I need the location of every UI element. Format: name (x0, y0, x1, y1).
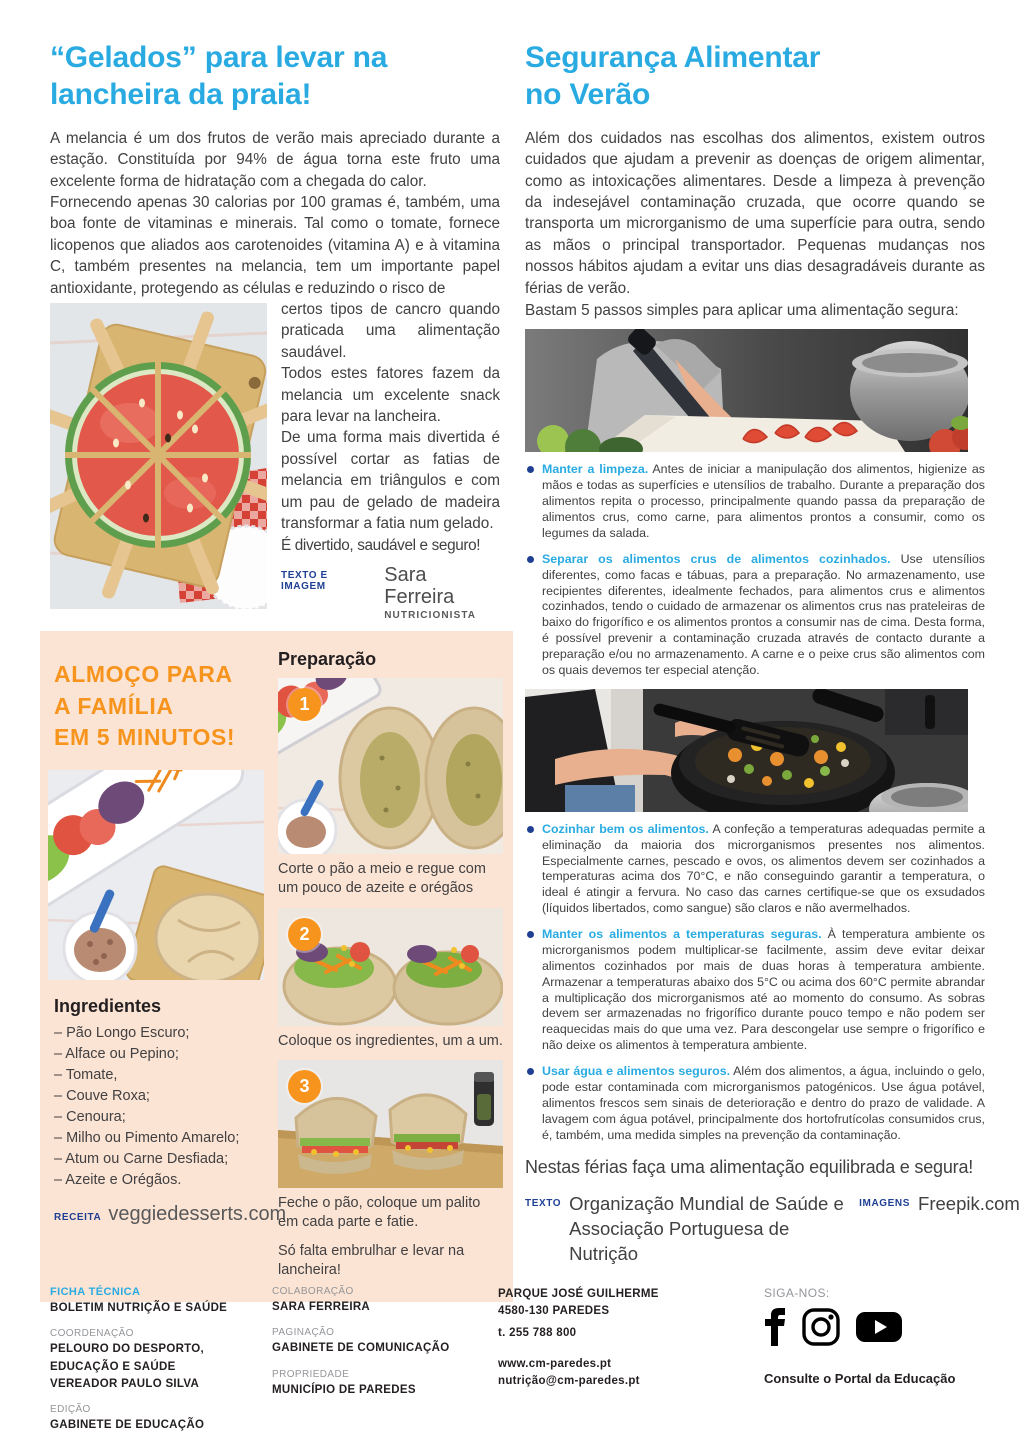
safety-title-line1: Segurança Alimentar (525, 41, 821, 74)
footer-social-column (764, 1286, 994, 1445)
phone: t. 255 788 800 (498, 1326, 577, 1339)
article-paragraph-5: É divertido, saudável e seguro! (281, 536, 481, 554)
bullet-heading: Usar água e alimentos seguros. (542, 1064, 731, 1079)
author-name: Sara Ferreira (384, 563, 455, 608)
credit-text-value: Organização Mundial de Saúde e Associação Portuguesa de Nutrição (569, 1193, 844, 1265)
collaboration-value: SARA FERREIRA (272, 1301, 371, 1313)
bullet-item (525, 1064, 985, 1143)
credit-images (859, 1192, 1020, 1217)
property-value: MUNICÍPIO DE PAREDES (272, 1383, 416, 1396)
bullet-text: Além dos alimentos, a água, incluindo o gelo, pode estar contaminada com microrganismos patogénicos. Use água potável, alimentos frescos sem sinais de deterioração e dentro do prazo de validade. A lavagem com água potável, principalmente dos hortofrutícolas consumidos crus, é, também, uma medida simples na prevenção da contaminação. (542, 1064, 986, 1142)
safety-closing: Nestas férias faça uma alimentação equilibrada e segura! (525, 1157, 974, 1178)
pagination-label: PAGINAÇÃO (272, 1327, 335, 1339)
safety-lead: Bastam 5 passos simples para aplicar uma alimentação segura: (525, 302, 959, 320)
ingredient-item: – Milho ou Pimento Amarelo; (54, 1128, 264, 1149)
footer-collab-column (272, 1286, 498, 1445)
ingredient-item: – Couve Roxa; (54, 1086, 264, 1107)
recipe-box-left (54, 649, 287, 1280)
coordination-label: COORDENAÇÃO (50, 1328, 134, 1340)
bullet-text: À temperatura ambiente os microrganismos podem multiplicar-se facilmente, assim deve evitar deixar alimentos cozinhados por mais de duas horas à temperatura ambiente. Armazenar a temperaturas abaixo dos 5°C ou acima dos 60°C permite abrandar a multiplicação dos microrganismos até ao momento do consumo. As sobras devem ser armazenadas no frigorífico durante pouco tempo e não podem ser reaquecidas mais do que uma vez. Para descongelar use sempre o frigorífico e não deixe os alimentos à temperatura ambiente. (542, 927, 985, 1053)
step-number-badge: 3 (288, 1070, 321, 1103)
ingredient-item: – Alface ou Pepino; (54, 1044, 264, 1065)
bullet-item (525, 927, 985, 1054)
ingredient-item: – Cenoura; (54, 1107, 264, 1128)
bullet-item (525, 552, 985, 679)
ingredients-list (54, 1023, 264, 1191)
follow-label: SIGA-NOS: (764, 1286, 830, 1300)
bullet-text: Use utensílios diferentes, como facas e tábuas, para a preparação. No armazenamento, use recipientes diferentes, idealmente fechados, para alimentos crus e alimentos cozinhados, tendo o cuidado de armazenar os alimentos crus nas prateleiras de baixo do frigorífico e os alimentos prontos a consumir nas de cima. Desta forma, é possível prevenir a contaminação cruzada através de contacto durante a preparação e/ou no armazenamento. A carne e o peixe crus são alimentos com os quais devemos ter especial atenção. (542, 551, 985, 677)
credit-images-value: Freepik.com (918, 1193, 1020, 1215)
article-title (50, 40, 500, 114)
credit-images-label: IMAGENS (859, 1198, 911, 1210)
portal-link[interactable]: Consulte o Portal da Educação (764, 1371, 956, 1386)
step-1-caption: Corte o pão a meio e regue com um pouco de azeite e orégãos (278, 860, 486, 896)
recipe-source-link[interactable]: veggiedesserts.com (108, 1203, 287, 1226)
bullet-text: Antes de iniciar a manipulação dos alimentos, higienize as mãos e todas as superfícies e utensílios de trabalho. Durante a preparação dos alimentos repita o processo, principalmente quando passa da preparação de alimentos crus, como carne, para alimentos prontos a consumir, como os legumes da salada. (542, 462, 986, 540)
article-title-line2: lancheira da praia! (50, 77, 312, 111)
cooking-pan-photo (525, 689, 968, 812)
recipe-source-row (54, 1203, 287, 1226)
step-number-badge: 2 (288, 918, 321, 951)
step-number-badge: 1 (288, 688, 321, 721)
ingredient-item: – Azeite e Orégãos. (54, 1170, 264, 1191)
coordination-value-line1: PELOURO DO DESPORTO, (50, 1343, 205, 1356)
byline-label: TEXTO E IMAGEM (281, 569, 328, 592)
address-line-1: PARQUE JOSÉ GUILHERME (498, 1288, 659, 1300)
right-column (525, 40, 1020, 1302)
safety-intro: Além dos cuidados nas escolhas dos alimentos, existem outros cuidados que ajudam a prevenir as doenças de origem alimentar, como as intoxicações alimentares. Desde a limpeza à prevenção da indesejável contaminação cruzada, que ocorre quando se transporta um microrganismo de uma superfície para outra, sendo as mãos o principal transportador. Pequenas mudanças nos nossos hábitos ajudam a evitar uns dias desagradáveis durante as férias de verão. (525, 129, 985, 297)
article-title-line1: “Gelados” para levar na (50, 41, 388, 74)
final-note: Só falta embrulhar e levar na lancheira! (278, 1243, 465, 1278)
footer-ficha-column (50, 1286, 272, 1445)
bullet-text: A confeção a temperaturas adequadas permite a eliminação da maioria dos microrganismos presentes nos alimentos. Especialmente carnes, pescado e ovos, os alimentos devem ser cozinhados a temperaturas acima dos 70°C, e não conseguindo garantir a temperatura, o ideal é atingir a fervura. No caso das carnes certifique-se que os exsudados (líquidos libertados, como sangue) são claros e não avermelhados. (542, 821, 985, 916)
bulletin-title: BOLETIM NUTRIÇÃO E SAÚDE (50, 1302, 228, 1314)
bullet-heading: Manter a limpeza. (542, 462, 649, 477)
facebook-icon[interactable] (764, 1308, 786, 1351)
bullet-heading: Manter os alimentos a temperaturas seguras. (542, 927, 822, 942)
property-label: PROPRIEDADE (272, 1368, 350, 1380)
instagram-icon[interactable] (802, 1308, 840, 1351)
bullet-heading: Cozinhar bem os alimentos. (542, 821, 709, 836)
ingredient-item: – Pão Longo Escuro; (54, 1023, 264, 1044)
footer (50, 1286, 994, 1445)
article-paragraph-1: A melancia é um dos frutos de verão mais apreciado durante a estação. Constituída por 94% de água torna este fruto uma excelente forma de hidratação com a chegada do calor. (50, 129, 500, 190)
credit-text (525, 1192, 859, 1267)
ingredients-title: Ingredientes (54, 996, 162, 1017)
edition-value: GABINETE DE EDUCAÇÃO (50, 1419, 205, 1431)
watermelon-photo (50, 303, 267, 609)
edition-label: EDIÇÃO (50, 1404, 91, 1415)
left-column (50, 40, 503, 1302)
credits-row (525, 1192, 1020, 1267)
article-paragraph-2: Fornecendo apenas 30 calorias por 100 gramas é, também, uma boa fonte de vitaminas e minerais. Tal como o tomate, fornece licopenos que aliados aos carotenoides (vitamina A) e à vitamina C, também presentes na melancia, tem um importante papel antioxidante, protegendo as células e reduzindo o risco de (50, 194, 500, 297)
recipe-source-label: RECEITA (54, 1212, 102, 1224)
recipe-box (40, 631, 513, 1302)
article-paragraph-3: Todos estes fatores fazem da melancia um excelente snack para levar na lancheira. (281, 365, 500, 426)
youtube-icon[interactable] (856, 1310, 902, 1349)
bullet-item (525, 462, 985, 541)
footer-contact-column (498, 1286, 764, 1445)
preparation-step-2 (278, 908, 503, 1051)
preparation-title: Preparação (278, 648, 377, 669)
step-2-caption: Coloque os ingredientes, um a um. (278, 1032, 503, 1049)
pagination-value: GABINETE DE COMUNICAÇÃO (272, 1342, 450, 1355)
safety-title-line2: no Verão (525, 77, 651, 111)
watermelon-section (50, 299, 500, 621)
byline (281, 564, 500, 621)
address-line-2: 4580-130 PAREDES (498, 1305, 610, 1318)
recipe-box-right (278, 649, 503, 1280)
cutting-tomatoes-photo (525, 329, 968, 452)
collaboration-label: COLABORAÇÃO (272, 1286, 354, 1297)
coordination-value-line3: VEREADOR PAULO SILVA (50, 1377, 200, 1390)
website-link[interactable]: www.cm-paredes.pt (498, 1357, 612, 1370)
lunch-platter-photo (48, 770, 264, 980)
coordination-value-line2: EDUCAÇÃO E SAÚDE (50, 1360, 176, 1373)
bullet-item (525, 822, 985, 917)
ficha-tecnica-label: FICHA TÉCNICA (50, 1286, 141, 1298)
recipe-title-line1: ALMOÇO PARA (54, 660, 233, 687)
article-paragraph-4: De uma forma mais divertida é possível cortar as fatias de melancia em triângulos e com um pau de gelado de madeira transformar a fatia num gelado. (281, 429, 500, 533)
recipe-title-line2: A FAMÍLIA (54, 692, 174, 719)
ingredient-item: – Atum ou Carne Desfiada; (54, 1149, 264, 1170)
recipe-title (54, 659, 264, 754)
social-row (764, 1308, 994, 1351)
step-3-caption: Feche o pão, coloque um palito em cada parte e fatie. (278, 1195, 481, 1231)
safety-title (525, 40, 985, 114)
email-link[interactable]: nutrição@cm-paredes.pt (498, 1375, 640, 1387)
preparation-step-1 (278, 678, 503, 898)
preparation-step-3 (278, 1060, 503, 1232)
ingredient-item: – Tomate, (54, 1065, 264, 1086)
recipe-title-line3: EM 5 MINUTOS! (54, 724, 236, 751)
article-paragraph-2-wrapped: certos tipos de cancro quando praticada uma alimentação saudável. (281, 301, 500, 361)
bullet-heading: Separar os alimentos crus de alimentos cozinhados. (542, 551, 891, 566)
credit-text-label: TEXTO (525, 1198, 562, 1210)
author-role: NUTRICIONISTA (384, 609, 477, 621)
